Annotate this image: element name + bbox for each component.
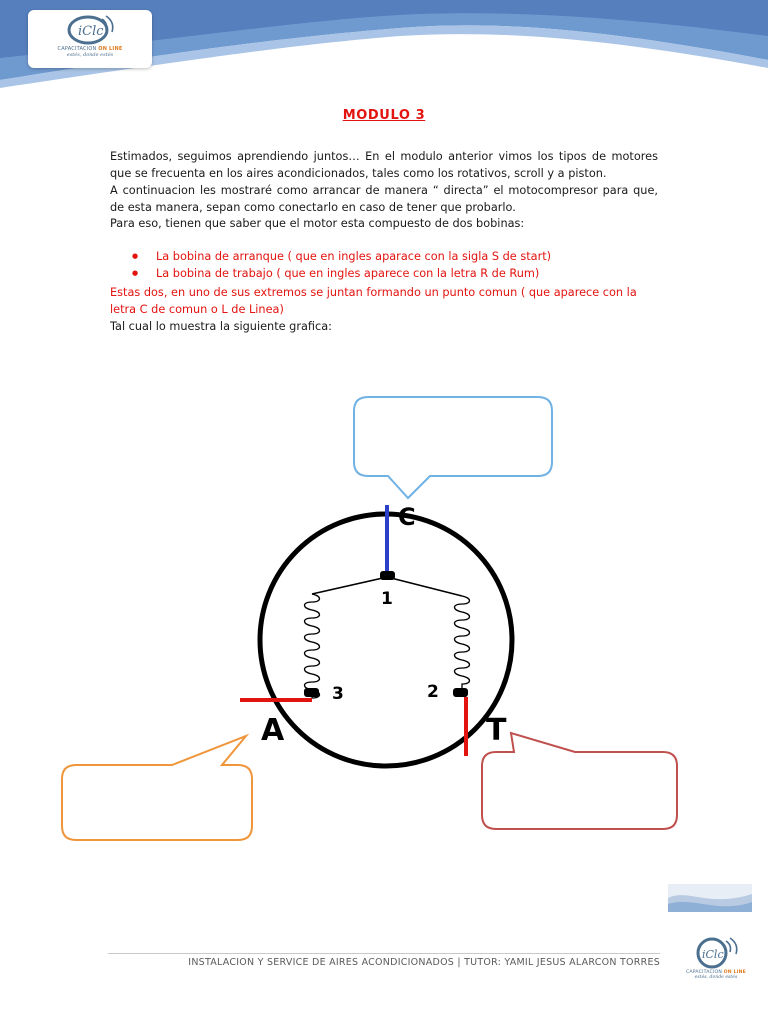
footer-logo-tagline: estés, donde estés [694, 975, 738, 980]
terminal-c-label: C [398, 503, 416, 531]
list-item-start-coil: ● La bobina de arranque ( que en ingles aparace con la sigla S de start) [132, 248, 551, 265]
footer-logo-mark-icon [688, 935, 744, 969]
point-3-marker [304, 688, 319, 697]
footer-logo-subtitle: CAPACITACION ON LINE [685, 970, 747, 975]
footer-text: INSTALACION Y SERVICE DE AIRES ACONDICIONADOS | TUTOR: YAMIL JESUS ALARCON TORRES [188, 957, 660, 968]
logo-mark-icon [62, 13, 118, 45]
callout-right [482, 733, 677, 829]
svg-text:iClc: iClc [78, 24, 104, 39]
point-2-label: 2 [427, 682, 439, 702]
point-2-marker [453, 688, 468, 697]
point-3-label: 3 [332, 684, 344, 704]
terminal-a-label: A [261, 713, 285, 748]
page-title: MODULO 3 [342, 108, 426, 123]
motor-wiring-diagram [0, 380, 768, 860]
coil-list [132, 248, 551, 282]
intro-paragraph-2: A continuacion les mostraré como arrancar de manera “ directa” el motocompresor para que, de esta manera, sepan como conectarlo en caso de tener que probarlo. [110, 184, 658, 214]
footer-logo [676, 935, 756, 1015]
logo-subtitle: CAPACITACION ON LINE [57, 46, 123, 52]
point-1-label: 1 [381, 589, 393, 609]
footer-decoration [668, 884, 752, 912]
list-item-run-coil: ● La bobina de trabajo ( que en ingles aparece con la letra R de Rum) [132, 265, 551, 282]
logo-tagline: estés, donde estés [66, 52, 114, 58]
callout-top [354, 397, 552, 498]
common-point-paragraph: Estas dos, en uno de sus extremos se juntan formando un punto comun ( que aparece con la letra C de comun o L de Linea) [110, 286, 637, 316]
closing-paragraph: Tal cual lo muestra la siguiente grafica: [110, 320, 332, 333]
footer-divider [108, 953, 660, 954]
intro-paragraph-1: Estimados, seguimos aprendiendo juntos… En el modulo anterior vimos los tipos de motores que se frecuenta en los aires acondicionados, tales como los rotativos, scroll y a piston. [110, 150, 658, 180]
intro-paragraph-3: Para eso, tienen que saber que el motor esta compuesto de dos bobinas: [110, 217, 525, 230]
svg-text:iClc: iClc [702, 948, 724, 961]
header-logo [28, 10, 152, 68]
callout-left [62, 736, 252, 840]
terminal-t-label: T [486, 713, 507, 748]
